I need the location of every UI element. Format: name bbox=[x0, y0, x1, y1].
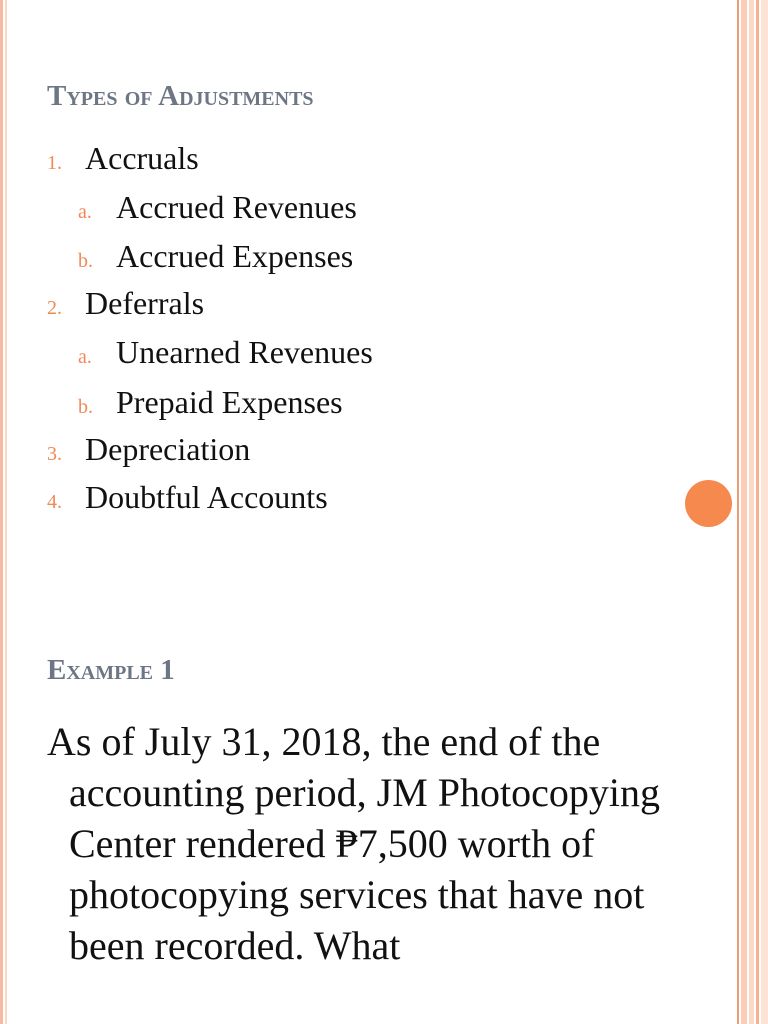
right-border-line bbox=[756, 0, 759, 1024]
list-item-label: Depreciation bbox=[85, 431, 251, 467]
right-border-band bbox=[761, 0, 768, 1024]
list-item-label: Deferrals bbox=[85, 285, 205, 321]
list-marker: a. bbox=[78, 346, 92, 368]
accent-dot bbox=[685, 480, 732, 527]
list-item-label: Accrued Expenses bbox=[116, 238, 354, 274]
right-border-band bbox=[749, 0, 754, 1024]
list-marker: 4. bbox=[47, 491, 62, 513]
list-marker: b. bbox=[78, 396, 93, 418]
list-item-label: Prepaid Expenses bbox=[116, 384, 343, 420]
list-marker: 3. bbox=[47, 443, 62, 465]
list-item-label: Doubtful Accounts bbox=[85, 479, 328, 515]
list-marker: a. bbox=[78, 201, 92, 223]
list-marker: 1. bbox=[47, 152, 62, 174]
list-item-label: Unearned Revenues bbox=[116, 334, 373, 370]
list-marker: 2. bbox=[47, 297, 62, 319]
slide-title-types-of-adjustments: Types of Adjustments bbox=[47, 80, 314, 112]
slide-title-example-1: Example 1 bbox=[47, 654, 175, 686]
left-border-stripe bbox=[0, 0, 3, 1024]
example-paragraph: As of July 31, 2018, the end of the accounting period, JM Photocopying Center rendered ₱7,500 worth of photocopying services that have not been recorded. What bbox=[47, 719, 661, 968]
list-item-label: Accrued Revenues bbox=[116, 189, 357, 225]
right-border-line bbox=[737, 0, 739, 1024]
left-border-stripe-inner bbox=[5, 0, 7, 1024]
right-border-band bbox=[741, 0, 747, 1024]
list-item-label: Accruals bbox=[85, 140, 199, 176]
list-marker: b. bbox=[78, 250, 93, 272]
